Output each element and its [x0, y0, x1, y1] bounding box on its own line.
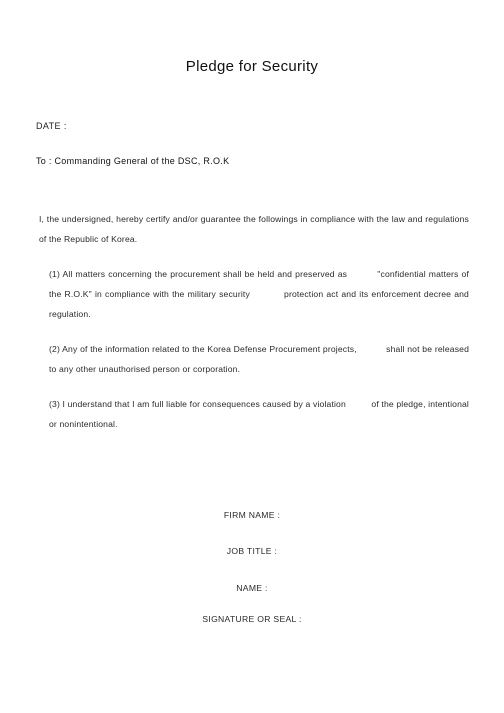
firm-name-field: FIRM NAME :	[223, 510, 281, 520]
clause-1: (1) All matters concerning the procurement shall be held and preserved as "confidential matters of the R.O.K" in compliance with the military security protection act and its enforcement decree and regulation.	[49, 269, 469, 319]
clause-2: (2) Any of the information related to the Korea Defense Procurement projects, shall not be released to any other unauthorised person or corporation.	[49, 344, 469, 374]
intro-paragraph: I, the undersigned, hereby certify and/or guarantee the followings in compliance with the law and regulations of the Republic of Korea.	[39, 214, 469, 244]
job-title-field: JOB TITLE :	[226, 546, 278, 556]
date-label: DATE :	[36, 121, 67, 131]
document-title: Pledge for Security	[185, 58, 319, 75]
recipient-line: To : Commanding General of the DSC, R.O.K	[36, 156, 230, 166]
clause-3: (3) I understand that I am full liable for consequences caused by a violation of the pledge, intentional or nonintentional.	[49, 399, 469, 429]
signature-field: SIGNATURE OR SEAL :	[202, 614, 302, 624]
name-field: NAME :	[236, 583, 268, 593]
